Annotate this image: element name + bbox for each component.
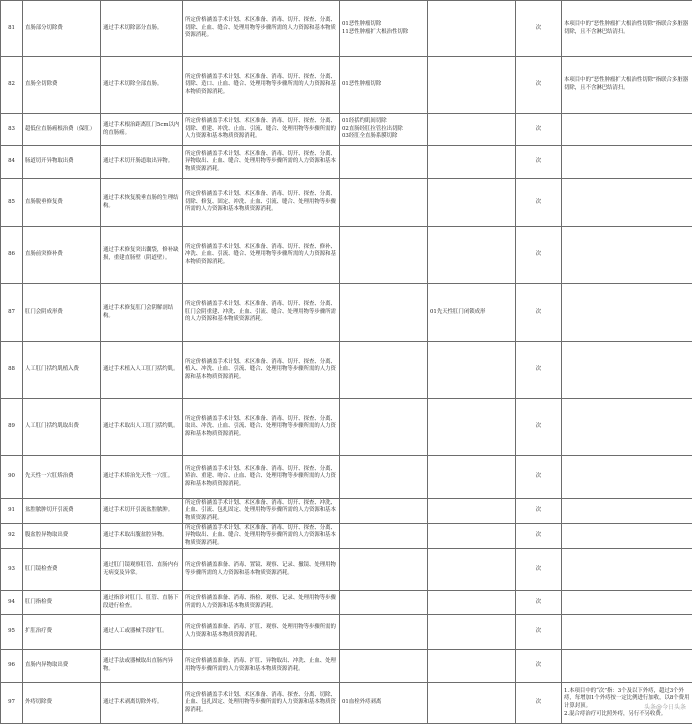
table-row [1,524,692,549]
item-extension [340,456,428,499]
item-pricing-content: 所定价格涵盖手术计划、术区准备、消毒、切开、探查、分离、肛门会阴重建、冲洗、止血、引流、缝合、处理用物等步骤所需的人力资源和基本物质资源消耗。 [183,284,340,342]
item-code: 81 [1,1,23,57]
item-unit: 次 [516,342,562,399]
table-row [1,591,692,615]
item-pricing-content: 所定价格涵盖手术计划、术区准备、消毒、切开、探查、分离、切除、重建、冲洗、止血、引流、缝合、处理用物等步骤所需的人力资源和基本物质资源消耗。 [183,114,340,146]
item-extension: 01经括约肌间切除 02直肠经肛拉管拉出切除 03经肛全直肠系膜切除 [340,114,428,146]
item-pricing-content: 所定价格涵盖手术计划、术区准备、消毒、探查、分离、切除、止血、包扎固定、处理用物等步骤所需的人力资源和基本物质资源消耗。 [183,683,340,724]
item-name: 盆腔脓肿切开引流费 [23,499,101,524]
item-code: 91 [1,499,23,524]
item-pricing-content: 所定价格涵盖手术计划、术区准备、消毒、切开、探查、修补、冲洗、止血、引流、缝合、处理用物等步骤所需的人力资源和基本物质资源消耗。 [183,227,340,284]
item-unit: 次 [516,650,562,683]
item-extra [428,57,516,114]
item-extra [428,399,516,456]
item-extra [428,146,516,179]
item-pricing-content: 所定价格涵盖准备、消毒、置镜、观察、记录、撤镜、处理用物等步骤所需的人力资源和基本物质资源消耗。 [183,549,340,591]
item-extra [428,591,516,615]
item-description: 通过手术切开引流盆腔脓肿。 [101,499,183,524]
item-extension [340,650,428,683]
table-row [1,179,692,227]
item-note [562,114,692,146]
item-code: 97 [1,683,23,724]
item-extra [428,227,516,284]
item-description: 通过指诊对肛门、肛管、直肠下段进行检查。 [101,591,183,615]
item-extension [340,146,428,179]
item-unit: 次 [516,284,562,342]
table-row [1,284,692,342]
item-pricing-content: 所定价格涵盖手术计划、术区准备、消毒、切开、探查、分离、切除、修复、固定、冲洗、止血、引流、缝合、处理用物等步骤所需的人力资源和基本物质资源消耗。 [183,179,340,227]
table-row [1,114,692,146]
item-name: 直肠全切除费 [23,57,101,114]
item-name: 人工肛门括约肌取出费 [23,399,101,456]
table-row [1,227,692,284]
item-note: 本项目中的“恶性肿瘤扩大根治性切除”指联合多脏器切除，且不含淋巴结清扫。 [562,1,692,57]
item-description: 通过手术切除全部直肠。 [101,57,183,114]
item-unit: 次 [516,399,562,456]
item-description: 通过手术修复肛门会阴解剖结构。 [101,284,183,342]
item-description: 通过肛门镜观察肛管、直肠内有无病变及异常。 [101,549,183,591]
item-description: 通过手术取出人工肛门括约肌。 [101,399,183,456]
item-description: 通过手术切开肠道取出异物。 [101,146,183,179]
table-row [1,456,692,499]
item-name: 肠道切开异物取出费 [23,146,101,179]
item-note [562,499,692,524]
watermark: 头条@今日头条 [644,702,686,711]
item-note [562,146,692,179]
table-row [1,146,692,179]
item-code: 85 [1,179,23,227]
item-note [562,591,692,615]
item-code: 87 [1,284,23,342]
table-row [1,683,692,724]
item-pricing-content: 所定价格涵盖手术计划、术区准备、消毒、切开、探查、分离、矫治、重建、吻合、止血、缝合、处理用物等步骤所需的人力资源和基本物质资源消耗。 [183,456,340,499]
item-description: 通过手法或器械取出直肠内异物。 [101,650,183,683]
item-pricing-content: 所定价格涵盖手术计划、术区准备、消毒、切开、探查、分离、植入、冲洗、止血、引流、缝合、处理用物等步骤所需的人力资源和基本物质资源消耗。 [183,342,340,399]
item-note [562,549,692,591]
item-code: 95 [1,615,23,650]
item-extension [340,399,428,456]
item-unit: 次 [516,615,562,650]
item-extension [340,524,428,549]
item-extension [340,591,428,615]
item-unit: 次 [516,57,562,114]
table-row [1,549,692,591]
item-extension [340,499,428,524]
item-extra [428,456,516,499]
item-note [562,524,692,549]
item-unit: 次 [516,499,562,524]
item-description: 通过手术切除部分直肠。 [101,1,183,57]
item-description: 通过手术矫治先天性一穴肛。 [101,456,183,499]
item-note [562,456,692,499]
item-extra [428,549,516,591]
table-row [1,57,692,114]
item-unit: 次 [516,456,562,499]
item-name: 人工肛门括约肌植入费 [23,342,101,399]
item-extension [340,549,428,591]
item-name: 扩肛治疗费 [23,615,101,650]
item-name: 肛门指检费 [23,591,101,615]
item-pricing-content: 所定价格涵盖手术计划、术区准备、消毒、切开、探查、分离、切除、止血、缝合、处理用物等步骤所需的人力资源和基本物质资源消耗。 [183,1,340,57]
table-row [1,399,692,456]
item-extension: 01血栓外痔剥离 [340,683,428,724]
item-extra [428,650,516,683]
item-extra [428,499,516,524]
item-name: 先天性一穴肛矫治费 [23,456,101,499]
item-note [562,399,692,456]
item-name: 直肠脱垂修复费 [23,179,101,227]
item-unit: 次 [516,146,562,179]
item-note [562,615,692,650]
item-pricing-content: 所定价格涵盖手术计划、术区准备、消毒、切开、探查、分离、异物取出、止血、缝合、处理用物等步骤所需的人力资源和基本物质资源消耗。 [183,146,340,179]
item-extra [428,1,516,57]
item-code: 90 [1,456,23,499]
item-unit: 次 [516,227,562,284]
item-extra [428,342,516,399]
table-row [1,615,692,650]
item-description: 通过手术恢复脱垂直肠的生理结构。 [101,179,183,227]
item-note: 1.本项目中的“次”指：3个及以下外痔，超过3个外痔，每增加1个外痔按一定比例进行加收，以8个费用计算封顶。 2.混合痔治疗可比照外痔，另行不另收费。 [562,683,692,724]
item-pricing-content: 所定价格涵盖手术计划、术区准备、消毒、切开、探查、分离、切除、造口、止血、缝合、处理用物等步骤所需的人力资源和基本物质资源消耗。 [183,57,340,114]
item-note [562,179,692,227]
item-code: 96 [1,650,23,683]
item-code: 93 [1,549,23,591]
item-code: 92 [1,524,23,549]
item-extension [340,179,428,227]
item-extra [428,524,516,549]
item-description: 通过手术植入人工肛门括约肌。 [101,342,183,399]
item-name: 肛门会阴成形费 [23,284,101,342]
item-pricing-content: 所定价格涵盖准备、消毒、扩肛、异物取出、冲洗、止血、处理用物等步骤所需的人力资源和基本物质资源消耗。 [183,650,340,683]
item-description: 通过人工或器械手段扩肛。 [101,615,183,650]
item-name: 超低位直肠癌根治费（保肛） [23,114,101,146]
item-unit: 次 [516,1,562,57]
table-body [1,1,692,724]
item-extra [428,179,516,227]
item-description: 通过手术取出腹盆腔异物。 [101,524,183,549]
table-row [1,342,692,399]
item-extension [340,615,428,650]
item-code: 86 [1,227,23,284]
item-extension: 01恶性肿瘤切除 11恶性肿瘤扩大根治性切除 [340,1,428,57]
item-code: 83 [1,114,23,146]
item-description: 通过手术剥离切除外痔。 [101,683,183,724]
item-code: 84 [1,146,23,179]
item-code: 89 [1,399,23,456]
item-unit: 次 [516,683,562,724]
item-extra: 01先天性肛门闭锁成形 [428,284,516,342]
item-name: 肛门镜检查费 [23,549,101,591]
item-name: 直肠内异物取出费 [23,650,101,683]
table-row [1,499,692,524]
table-row [1,1,692,57]
item-note [562,650,692,683]
item-description: 通过手术修复突出囊袋，修补缺损，重建直肠壁（阴道壁）。 [101,227,183,284]
item-extra [428,114,516,146]
item-note [562,342,692,399]
item-pricing-content: 所定价格涵盖准备、消毒、扩肛、观察、处理用物等步骤所需的人力资源和基本物质资源消耗。 [183,615,340,650]
item-extension [340,227,428,284]
item-unit: 次 [516,591,562,615]
item-description: 通过手术根治距离肛门5cm以内的直肠癌。 [101,114,183,146]
item-name: 直肠前突修补费 [23,227,101,284]
item-unit: 次 [516,179,562,227]
item-note [562,227,692,284]
item-extra [428,615,516,650]
item-unit: 次 [516,549,562,591]
item-pricing-content: 所定价格涵盖手术计划、术区准备、消毒、切开、探查、分离、异物取出、止血、缝合、处理用物等步骤所需的人力资源和基本物质资源消耗。 [183,524,340,549]
item-extra [428,683,516,724]
item-note [562,284,692,342]
item-extension: 01恶性肿瘤切除 [340,57,428,114]
item-name: 外痔切除费 [23,683,101,724]
item-code: 94 [1,591,23,615]
item-pricing-content: 所定价格涵盖手术计划、术区准备、消毒、切开、探查、分离、取出、冲洗、止血、引流、缝合、处理用物等步骤所需的人力资源和基本物质资源消耗。 [183,399,340,456]
item-code: 82 [1,57,23,114]
item-extension [340,284,428,342]
item-name: 腹盆腔异物取出费 [23,524,101,549]
item-name: 直肠部分切除费 [23,1,101,57]
item-code: 88 [1,342,23,399]
table-row [1,650,692,683]
item-note: 本项目中的“恶性肿瘤扩大根治性切除”指联合多脏器切除，且不含淋巴结清扫。 [562,57,692,114]
item-extension [340,342,428,399]
item-pricing-content: 所定价格涵盖准备、消毒、指检、观察、记录、处理用物等步骤所需的人力资源和基本物质资源消耗。 [183,591,340,615]
item-unit: 次 [516,524,562,549]
item-pricing-content: 所定价格涵盖手术计划、术区准备、消毒、切开、探查、冲洗、止血、引流、包扎固定、处理用物等步骤所需的人力资源和基本物质资源消耗。 [183,499,340,524]
item-unit: 次 [516,114,562,146]
